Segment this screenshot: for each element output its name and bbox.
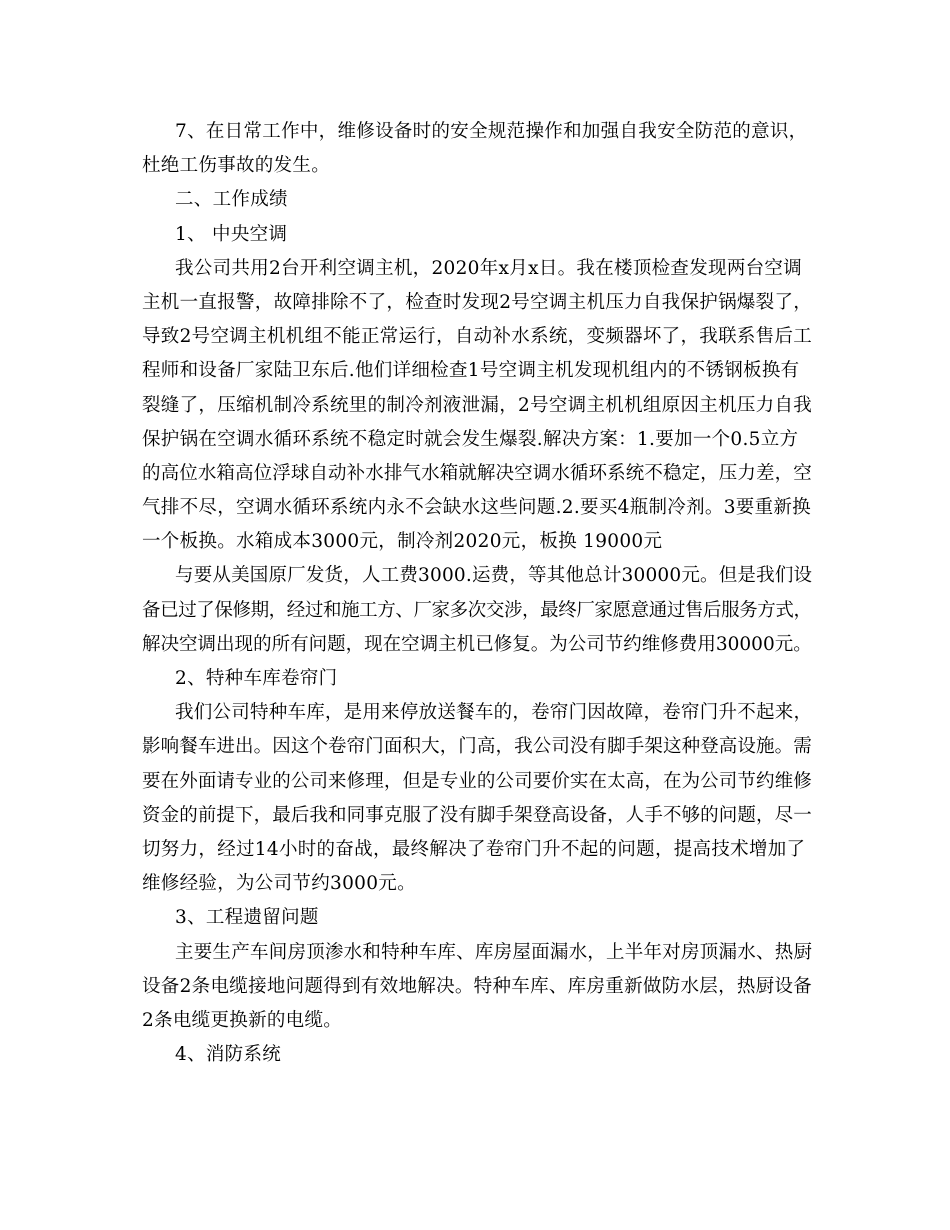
text-line: 影响餐车进出。因这个卷帘门面积大，门高，我公司没有脚手架这种登高设施。需 bbox=[142, 736, 812, 758]
text-line: 程师和设备厂家陆卫东后.他们详细检查1号空调主机发现机组内的不锈钢板换有 bbox=[142, 360, 800, 382]
text-line: 3、工程遗留问题 bbox=[175, 907, 319, 929]
text-line: 4、消防系统 bbox=[175, 1044, 282, 1066]
text-line: 主机一直报警，故障排除不了，检查时发现2号空调主机压力自我保护锅爆裂了， bbox=[142, 291, 813, 313]
text-line: 主要生产车间房顶渗水和特种车库、库房屋面漏水，上半年对房顶漏水、热厨 bbox=[175, 941, 813, 963]
text-line: 备已过了保修期，经过和施工方、厂家多次交涉，最终厂家愿意通过售后服务方式， bbox=[142, 599, 812, 621]
text-line: 保护锅在空调水循环系统不稳定时就会发生爆裂.解决方案：1.要加一个0.5立方 bbox=[142, 428, 799, 450]
text-line: 7、在日常工作中，维修设备时的安全规范操作和加强自我安全防范的意识， bbox=[175, 121, 808, 142]
text-line: 裂缝了，压缩机制冷系统里的制冷剂液泄漏，2号空调主机机组原因主机压力自我 bbox=[142, 394, 813, 416]
document-body bbox=[142, 115, 812, 1072]
text-line: 气排不尽，空调水循环系统内永不会缺水这些问题.2.要买4瓶制冷剂。3要重新换 bbox=[142, 497, 811, 519]
text-line: 一个板换。水箱成本3000元，制冷剂2020元，板换 19000元 bbox=[142, 531, 663, 553]
text-line: 我公司共用2台开利空调主机，2020年x月x日。我在楼顶检查发现两台空调 bbox=[175, 257, 803, 279]
text-line: 与要从美国原厂发货，人工费3000.运费，等其他总计30000元。但是我们设 bbox=[175, 565, 813, 587]
text-line: 设备2条电缆接地问题得到有效地解决。特种车库、库房重新做防水层，热厨设备 bbox=[142, 975, 813, 997]
text-line: 2条电缆更换新的电缆。 bbox=[142, 1009, 343, 1031]
text-line: 解决空调出现的所有问题，现在空调主机已修复。为公司节约维修费用30000元。 bbox=[142, 633, 812, 655]
text-line: 要在外面请专业的公司来修理，但是专业的公司要价实在太高，在为公司节约维修 bbox=[142, 770, 812, 792]
text-line: 杜绝工伤事故的发生。 bbox=[142, 155, 331, 177]
text-line: 资金的前提下，最后我和同事克服了没有脚手架登高设备，人手不够的问题，尽一 bbox=[142, 804, 812, 826]
text-line: 维修经验，为公司节约3000元。 bbox=[142, 873, 416, 895]
text-line: 的高位水箱高位浮球自动补水排气水箱就解决空调水循环系统不稳定，压力差，空 bbox=[142, 462, 812, 484]
text-line: 2、特种车库卷帘门 bbox=[175, 668, 338, 689]
text-line: 切努力，经过14小时的奋战，最终解决了卷帘门升不起的问题，提高技术增加了 bbox=[142, 838, 806, 860]
text-line: 1、 中央空调 bbox=[175, 223, 288, 245]
text-line: 二、工作成绩 bbox=[175, 189, 288, 211]
text-line: 我们公司特种车库，是用来停放送餐车的，卷帘门因故障，卷帘门升不起来， bbox=[175, 702, 813, 724]
text-line: 导致2号空调主机机组不能正常运行，自动补水系统，变频器坏了，我联系售后工 bbox=[142, 326, 813, 348]
